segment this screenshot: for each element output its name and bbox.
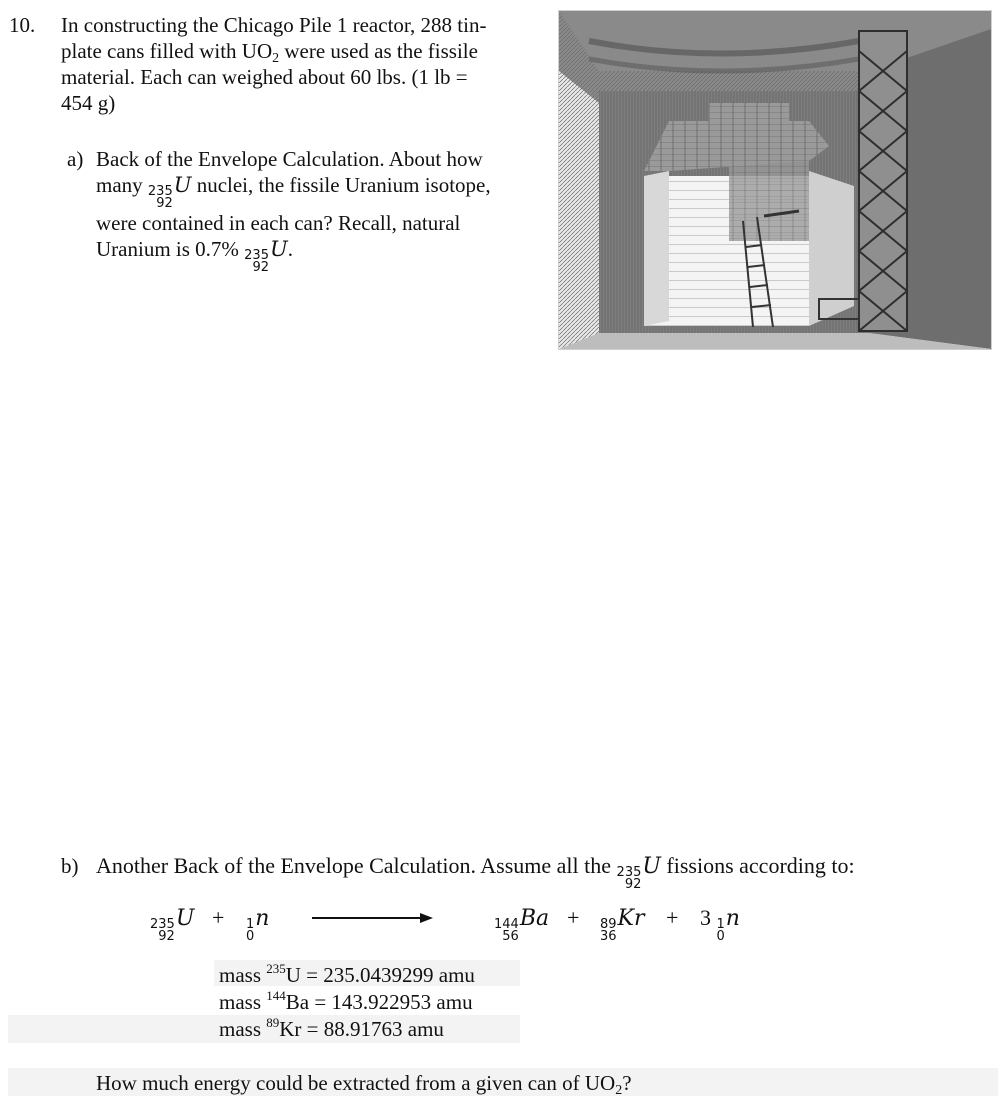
intro-line-4: 454 g)	[61, 91, 116, 115]
reactant-neutron: 1 0 n	[246, 906, 270, 944]
scaffold-tower	[859, 31, 907, 331]
intro-line-2: plate cans filled with $UO_2$ were used as the fissile	[61, 39, 478, 66]
part-b-text: Another Back of the Envelope Calculation. Assume all the 235 92 U fissions according to:	[96, 853, 855, 892]
plus-sign: +	[666, 905, 679, 930]
nuclide-u235: 235 92 U	[244, 237, 288, 275]
product-neutrons: 3 1 0 n	[700, 905, 740, 944]
part-a-line-1: Back of the Envelope Calculation. About how	[96, 147, 483, 171]
part-b-label: b)	[61, 854, 79, 878]
plus-sign: +	[567, 905, 580, 930]
nuclide-u235: 235 92 U	[147, 173, 192, 211]
nuclide-u235: 235 92 U	[616, 854, 661, 892]
part-a-label: a)	[67, 147, 84, 171]
reactor-illustration	[558, 10, 992, 350]
part-a-line-3: were contained in each can? Recall, natural	[96, 211, 461, 235]
problem-intro	[61, 12, 551, 116]
part-a-line-4: Uranium is 0.7% 235 92 U.	[96, 237, 293, 275]
intro-line-1: In constructing the Chicago Pile 1 reactor, 288 tin-	[61, 13, 487, 37]
product-kr89: 89 36 Kr	[600, 906, 645, 944]
product-ba144: 144 56 Ba	[494, 906, 550, 944]
mass-ba144: mass $^{144}$Ba = 143.922953 amu	[219, 988, 473, 1014]
part-a-line-2: many 235 92 U nuclei, the fissile Uranium isotope,	[96, 173, 491, 211]
intro-line-3: material. Each can weighed about 60 lbs. (1 lb =	[61, 65, 468, 89]
mass-kr89: mass $^{89}$Kr = 88.91763 amu	[219, 1015, 444, 1041]
mass-u235: mass $^{235}$U = 235.0439299 amu	[219, 961, 475, 987]
part-a-text	[96, 146, 556, 274]
energy-question: How much energy could be extracted from a given can of $UO_2$?	[96, 1071, 632, 1098]
problem-number: 10.	[9, 13, 36, 37]
reactant-u235: 235 92 U	[150, 906, 195, 944]
plus-sign: +	[212, 905, 225, 930]
reaction-arrow	[310, 910, 435, 926]
reactor-drawing-svg	[559, 11, 991, 349]
